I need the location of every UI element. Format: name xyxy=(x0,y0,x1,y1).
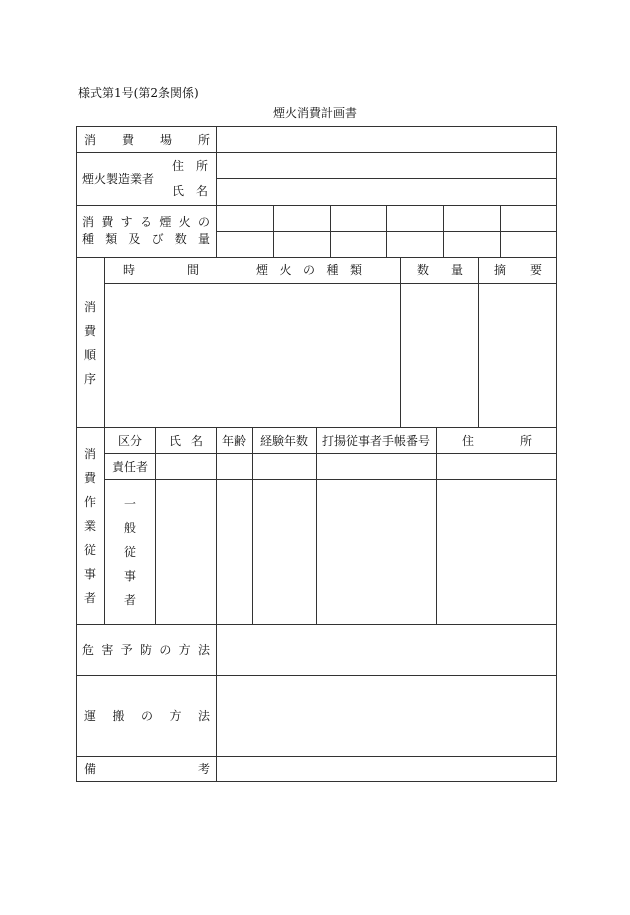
order-header-kind: 煙 火 の 種 類 xyxy=(256,263,362,277)
workers-general-label: 一 般 従 事 者 xyxy=(123,497,136,607)
order-header-quantity: 数 量 xyxy=(417,263,463,277)
order-header-remarks: 摘 要 xyxy=(494,263,542,277)
workers-header-name: 氏 名 xyxy=(169,434,203,448)
place-label: 消 費 場 所 xyxy=(84,133,210,147)
transport-label: 運 搬 の 方 法 xyxy=(84,709,210,723)
workers-header-address: 住 所 xyxy=(462,434,532,448)
order-header-time: 時 間 xyxy=(123,263,199,277)
manufacturer-address-label: 住 所 xyxy=(172,159,208,173)
notes-label: 備 考 xyxy=(84,762,210,776)
form-label: 様式第1号(第2条関係) xyxy=(78,86,199,100)
workers-responsible-label: 責任者 xyxy=(111,460,148,474)
order-side-label: 消 費 順 序 xyxy=(83,300,96,386)
workers-header-category: 区分 xyxy=(117,434,142,448)
fireworks-qty-label-line1: 消 費 す る 煙 火 の xyxy=(82,215,210,229)
workers-header-age: 年齢 xyxy=(221,434,246,448)
workers-header-experience: 経験年数 xyxy=(259,434,308,448)
workers-header-license: 打揚従事者手帳番号 xyxy=(321,434,430,448)
manufacturer-name-label: 氏 名 xyxy=(172,184,208,198)
page-title: 煙火消費計画書 xyxy=(272,106,357,120)
manufacturer-label: 煙火製造業者 xyxy=(82,172,155,186)
workers-side-label: 消 費 作 業 従 事 者 xyxy=(83,447,96,605)
fireworks-qty-label-line2: 種 類 及 び 数 量 xyxy=(82,232,210,246)
hazard-label: 危 害 予 防 の 方 法 xyxy=(82,643,210,657)
